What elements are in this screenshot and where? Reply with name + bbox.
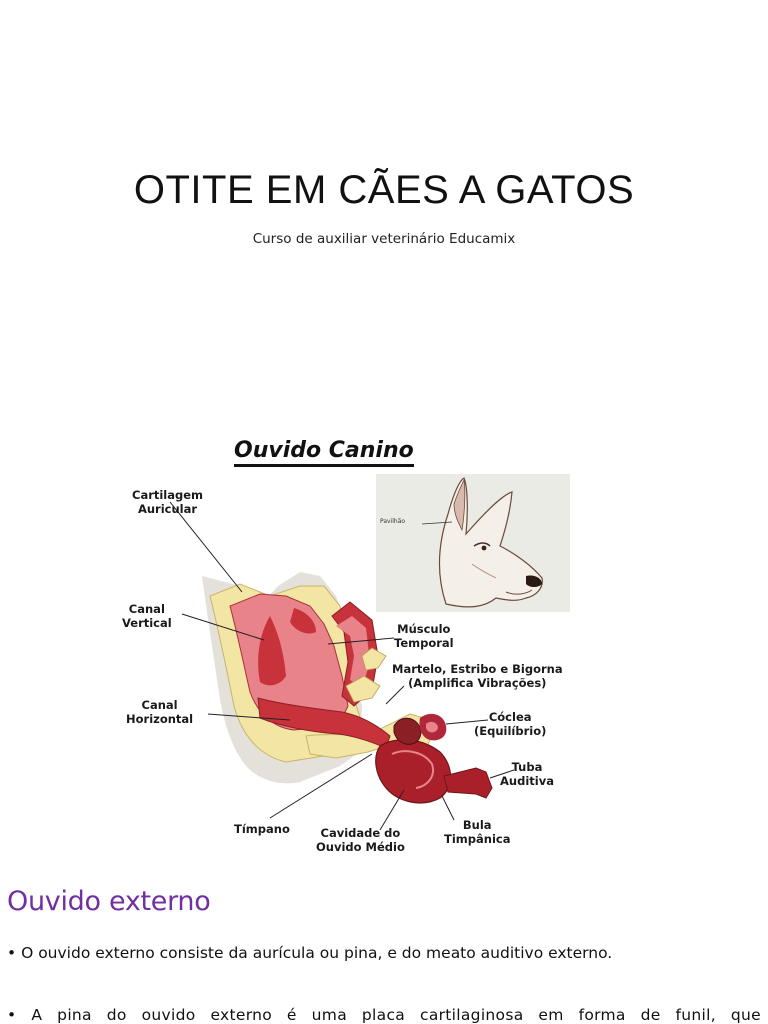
- label-line: Temporal: [394, 636, 454, 650]
- slide-title: OTITE EM CÃES A GATOS: [133, 168, 635, 212]
- label-line: Canal: [128, 602, 165, 616]
- label-bula-timpanica: [444, 818, 510, 846]
- label-line: Cartilagem: [132, 488, 204, 502]
- label-timpano: [234, 822, 290, 836]
- label-musculo-temporal: [394, 622, 454, 650]
- figure-title: Ouvido Canino: [234, 438, 414, 467]
- label-line: Ouvido Médio: [316, 840, 405, 854]
- label-line: Horizontal: [126, 712, 194, 726]
- label-line: Auditiva: [500, 774, 554, 788]
- label-line: Vertical: [122, 616, 172, 630]
- label-line: Canal: [141, 698, 178, 712]
- label-coclea: [474, 710, 546, 738]
- label-canal-horizontal: [126, 698, 193, 726]
- label-line: Cavidade do: [320, 826, 401, 840]
- label-line: Músculo: [397, 622, 451, 636]
- label-cartilagem-auricular: [132, 488, 203, 516]
- label-line: Bula: [462, 818, 492, 832]
- label-line: Auricular: [137, 502, 198, 516]
- ear-anatomy-figure: [110, 436, 610, 866]
- label-line: Timpânica: [444, 832, 511, 846]
- label-martelo-estribo-bigorna: [392, 662, 563, 690]
- label-tuba-auditiva: [500, 760, 554, 788]
- label-line: (Amplifica Vibrações): [408, 676, 547, 690]
- label-cavidade-ouvido-medio: [316, 826, 405, 854]
- label-line: Tuba: [511, 760, 543, 774]
- label-line: (Equilíbrio): [474, 724, 547, 738]
- label-line: Martelo, Estribo e Bigorna: [392, 662, 563, 676]
- section-heading-ouvido-externo: Ouvido externo: [7, 886, 211, 917]
- photo-label-pavilhao: Pavilhão: [380, 518, 406, 525]
- label-canal-vertical: [122, 602, 172, 630]
- label-line: Cóclea: [488, 710, 532, 724]
- bullet-item: • O ouvido externo consiste da aurícula ou pina, e do meato auditivo externo.: [7, 944, 613, 962]
- slide-subtitle: Curso de auxiliar veterinário Educamix: [252, 231, 516, 247]
- bullet-item: • A pina do ouvido externo é uma placa cartilaginosa em forma de funil, que: [7, 1006, 761, 1024]
- label-line: Tímpano: [234, 822, 290, 836]
